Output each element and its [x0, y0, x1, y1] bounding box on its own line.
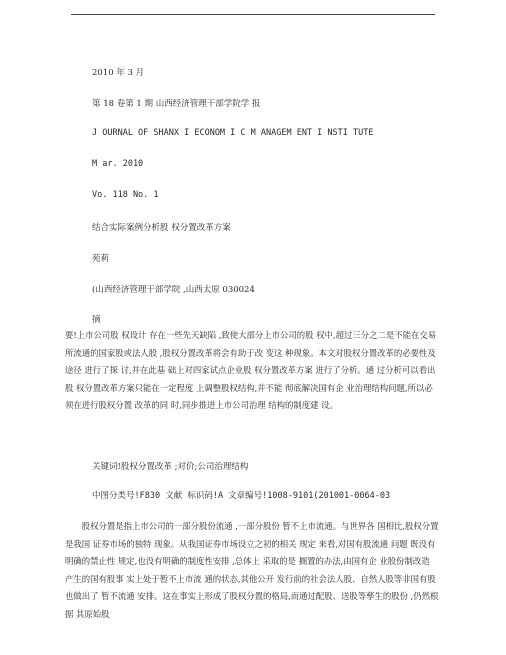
journal-title-en: J OURNAL OF SHANX I ECONOM I C M ANAGEM ENT I NSTI TUTE: [92, 128, 374, 138]
volume-number: Vo. 118 No. 1: [92, 190, 159, 200]
classification-line: 中图分类号!F830 文献 标识码!A 文章编号!1008-9101(201001-0064-03: [92, 491, 391, 501]
article-title: 结合实际案例分析股 权分置改革方案: [92, 223, 231, 233]
abstract-label: 摘: [92, 315, 101, 325]
body-paragraph: 股权分置是指上市公司的一部分股份流通 ,一部分股份 暂不上市流通。与世界各 国相比,股权分置是我国 证券市场的独特 现象。从我国证券市场设立之初的相关 规定 来看,对国有股流通 问题 既没有明确的禁止性 规定,也没有明确的制度性安排 ,总体上 采取的是 搁置的办法,由国有企 业股份制改造 产生的国有股事 实上处于暂不上市流 通的状态,其他公开 发行前的社会法人股、自然人股等非国有股也做出了 暂不流通 安排。这在事实上形成了股权分置的格局,而通过配股、送股等孳生的股份 ,仍然根据 其原始股: [65, 521, 439, 619]
abstract-text: 要!上市公司股 权设计 存在一些先天缺陷 ,致使大部分上市公司的股 权中,超过三分之二是不能在交易所流通的国家股或法人股 ,股权分置改革将会有助于改 变这 种现象。本文对股权分置改革的必要性及途径 进行了探 讨,并在此基 础上对四家试点企业股 权分置改革方案 进行了分析。通 过分析可以看出股 权分置改革方案只能在一定程度 上调整股权结构,并不能 彻底解决国有企 业治理结构问题,所以必须在进行股权分置 改革的同 时,同步推进上市公司治理 结构的制度建 设。: [65, 330, 437, 410]
issue-month: M ar. 2010: [92, 159, 144, 169]
journal-title-cn: 第 18 卷第 1 期 山西经济管理干部学院学 报: [92, 99, 261, 109]
issue-date: 2010 年 3 月: [92, 68, 145, 78]
top-rule: [71, 14, 435, 15]
author-name: 苑莉: [92, 254, 110, 264]
author-affiliation: (山西经济管理干部学院 ,山西太原 030024: [92, 285, 255, 295]
keywords: 关键词!股权分置改革 ;对价;公司治理结构: [92, 462, 249, 472]
